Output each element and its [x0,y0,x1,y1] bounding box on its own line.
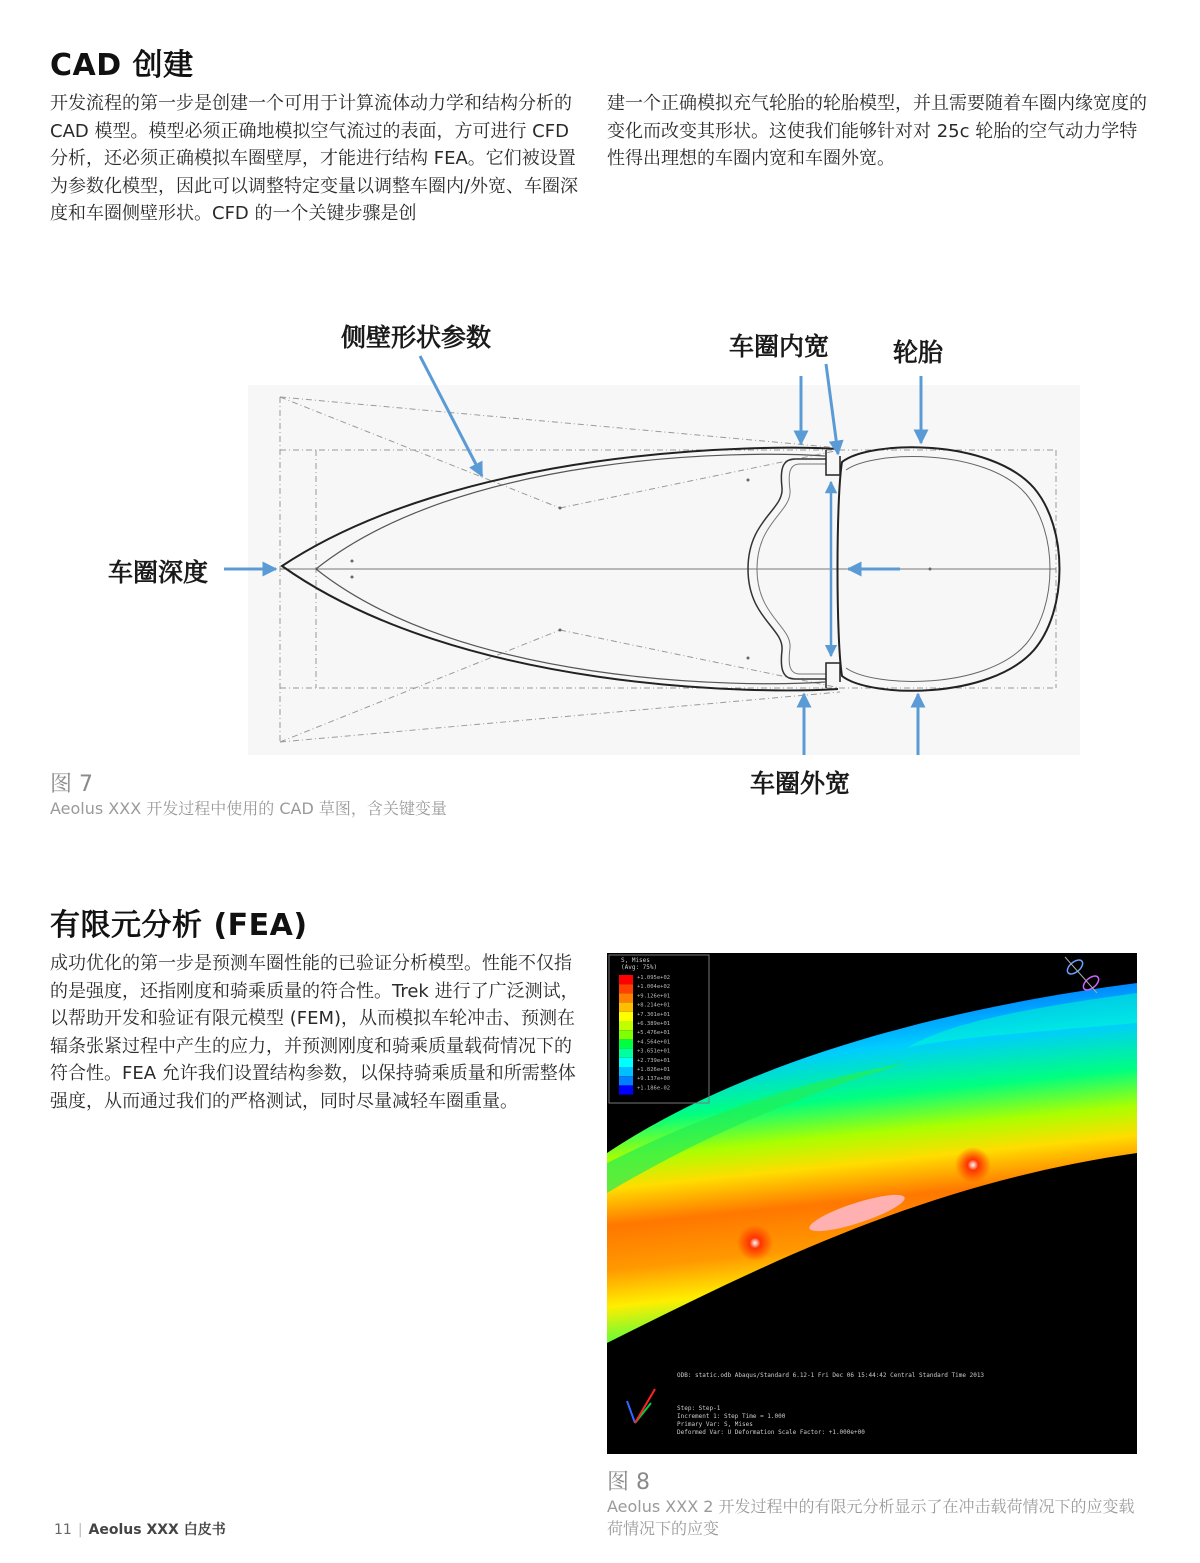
legend-swatch [619,1067,633,1076]
label-inner-width: 车圈内宽 [729,332,830,361]
figure8-number: 图 8 [607,1470,650,1495]
legend-swatch [619,1021,633,1030]
legend-swatch [619,1049,633,1058]
legend-title-1: S, Mises [621,957,650,964]
figure7-number: 图 7 [50,772,93,797]
label-sidewall-shape: 侧壁形状参数 [341,323,492,352]
legend-value: +1.186e-02 [637,1085,671,1092]
legend-value: +9.137e+00 [637,1076,671,1083]
legend-swatch [619,975,633,984]
cad-left-paragraph: 开发流程的第一步是创建一个可用于计算流体动力学和结构分析的 CAD 模型。模型必须正确地模拟空气流过的表面，方可进行 CFD 分析，还必须正确模拟车圈壁厚，才能进行结构 FEA。它们被设置为参数化模型，因此可以调整特定变量以调整车圈内/外宽、车圈深度和车圈侧壁形状。CFD 的一个关键步骤是创 [50,93,579,224]
legend-swatch [619,1030,633,1039]
legend-value: +1.004e+02 [637,984,671,991]
sketch-background [248,385,1080,755]
legend-value: +2.739e+01 [637,1057,671,1064]
fea-primary-line: Primary Var: S, Mises [677,1421,753,1428]
legend-swatch [619,1012,633,1021]
legend-value: +9.126e+01 [637,993,671,1000]
legend-value: +6.389e+01 [637,1021,671,1027]
figure7-caption: Aeolus XXX 开发过程中使用的 CAD 草图，含关键变量 [50,799,447,818]
page-number: 11 [54,1522,72,1538]
legend-swatch [619,1076,633,1085]
fea-status-line: ODB: static.odb Abaqus/Standard 6.12-1 Fri Dec 06 15:44:42 Central Standard Time 2013 [677,1372,985,1379]
fea-increment-line: Increment 1: Step Time = 1.000 [677,1413,786,1420]
fea-stress-render [607,953,1137,1454]
page-footer: 11 | Aeolus XXX 白皮书 [54,1522,226,1538]
legend-swatch [619,984,633,993]
legend-value: +4.564e+01 [637,1039,671,1046]
fea-deformed-line: Deformed Var: U Deformation Scale Factor: +1.000e+00 [677,1429,865,1436]
fea-paragraph: 成功优化的第一步是预测车圈性能的已验证分析模型。性能不仅指的是强度，还指刚度和骑乘质量的符合性。Trek 进行了广泛测试，以帮助开发和验证有限元模型 (FEM)，从而模拟车轮冲击、预测在辐条张紧过程中产生的应力，并预测刚度和骑乘质量载荷情况下的符合性。FEA 允许我们设置结构参数，以保持骑乘质量和所需整体强度，从而通过我们的严格测试，同时尽量减轻车圈重量。 [50,953,579,1112]
label-tire: 轮胎 [893,338,944,367]
cad-heading: CAD 创建 [50,48,194,83]
legend-swatch [619,1058,633,1067]
label-outer-width: 车圈外宽 [750,769,851,798]
legend-swatch [619,1003,633,1012]
legend-value: +5.476e+01 [637,1030,671,1037]
legend-value: +3.651e+01 [637,1048,671,1055]
figure8-caption: Aeolus XXX 2 开发过程中的有限元分析显示了在冲击载荷情况下的应变载荷情况下的应变 [607,1497,1135,1538]
footer-title: Aeolus XXX 白皮书 [88,1522,226,1538]
legend-value: +8.214e+01 [637,1002,671,1009]
fea-step-line: Step: Step-1 [677,1405,721,1412]
legend-swatches [619,975,670,1095]
legend-title-2: (Avg: 75%) [621,964,658,971]
fea-heading: 有限元分析 (FEA) [50,908,308,943]
legend-swatch [619,993,633,1002]
label-rim-depth: 车圈深度 [108,558,209,587]
cad-right-paragraph: 建一个正确模拟充气轮胎的轮胎模型，并且需要随着车圈内缘宽度的变化而改变其形状。这使我们能够针对对 25c 轮胎的空气动力学特性得出理想的车圈内宽和车圈外宽。 [607,93,1147,169]
spoke-hole-left [737,1225,773,1261]
legend-value: +7.301e+01 [637,1011,671,1018]
legend-swatch [619,1039,633,1048]
spoke-hole-right [955,1147,991,1183]
legend-value: +1.826e+01 [637,1067,671,1073]
legend-value: +1.095e+02 [637,975,671,981]
legend-swatch [619,1085,633,1094]
